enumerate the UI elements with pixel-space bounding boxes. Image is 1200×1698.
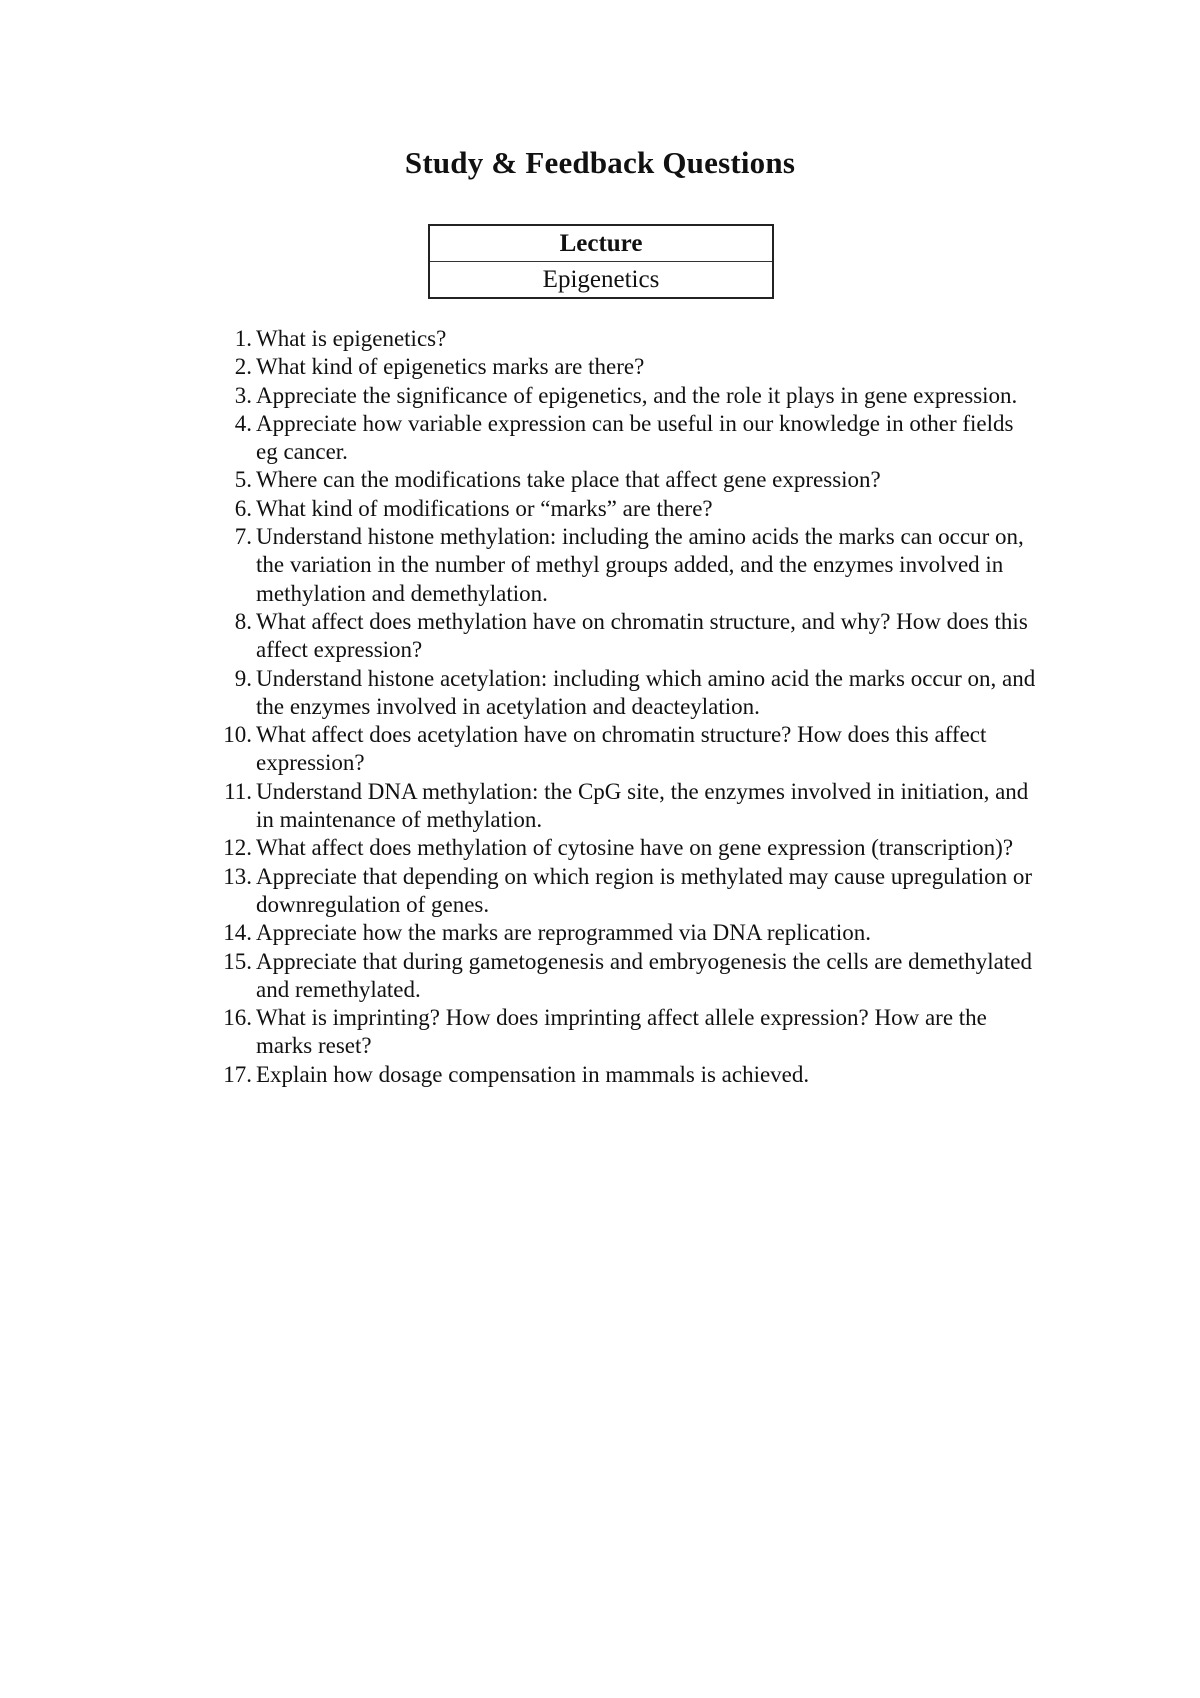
question-text: Appreciate the significance of epigenetics, and the role it plays in gene expression. (256, 382, 1018, 408)
question-item (210, 778, 1040, 835)
question-text: Appreciate how variable expression can be useful in our knowledge in other fields eg cancer. (256, 410, 1014, 465)
lecture-value-cell: Epigenetics (429, 262, 773, 299)
question-number: 8. (234, 608, 252, 634)
question-item (210, 523, 1040, 608)
question-item (210, 919, 1040, 947)
question-text: What kind of modifications or “marks” are there? (256, 495, 713, 521)
question-item (210, 353, 1040, 381)
question-text: Appreciate how the marks are reprogrammed via DNA replication. (256, 920, 872, 946)
question-text: What affect does methylation have on chromatin structure, and why? How does this affect expression? (256, 608, 1028, 663)
question-number: 5. (234, 467, 252, 493)
question-number: 1. (234, 326, 252, 351)
question-number: 11. (224, 778, 252, 804)
question-number: 15. (223, 948, 252, 974)
question-item (210, 410, 1040, 467)
question-number: 3. (234, 382, 252, 408)
question-number: 16. (223, 1005, 252, 1031)
question-item (210, 948, 1040, 1005)
lecture-table (428, 224, 774, 299)
question-item (210, 863, 1040, 920)
lecture-table-value-row (429, 262, 773, 299)
lecture-header-cell: Lecture (429, 225, 773, 262)
lecture-table-header-row (429, 225, 773, 262)
question-item (210, 495, 1040, 523)
question-text: Appreciate that during gametogenesis and embryogenesis the cells are demethylated and remethylated. (256, 948, 1032, 1002)
question-number: 9. (234, 665, 252, 691)
question-item (210, 834, 1040, 862)
question-item (210, 608, 1040, 665)
question-number: 7. (234, 524, 252, 550)
question-text: Understand histone acetylation: including which amino acid the marks occur on, and the enzymes involved in acetylation and deacteylation. (256, 665, 1036, 719)
question-number: 10. (223, 722, 252, 748)
question-item (210, 665, 1040, 722)
question-text: What kind of epigenetics marks are there? (256, 354, 645, 380)
question-item (210, 382, 1040, 410)
question-text: What affect does acetylation have on chromatin structure? How does this affect expression? (256, 722, 987, 776)
page-title: Study & Feedback Questions (404, 145, 796, 180)
question-number: 17. (223, 1061, 252, 1087)
question-text: What is imprinting? How does imprinting affect allele expression? How are the marks reset? (256, 1005, 987, 1059)
question-item (210, 721, 1040, 778)
question-text: Where can the modifications take place that affect gene expression? (256, 467, 881, 493)
question-number: 4. (234, 410, 252, 436)
question-item (210, 325, 1040, 353)
question-number: 2. (234, 354, 252, 380)
question-number: 12. (223, 835, 252, 861)
question-item (210, 1004, 1040, 1061)
question-item (210, 466, 1040, 494)
question-text: What is epigenetics? (256, 326, 447, 351)
question-text: Appreciate that depending on which region is methylated may cause upregulation or downregulation of genes. (256, 863, 1033, 917)
question-text: What affect does methylation of cytosine have on gene expression (transcription)? (256, 835, 1014, 861)
question-number: 13. (223, 863, 252, 889)
question-list (210, 325, 1040, 1089)
question-text: Understand DNA methylation: the CpG site, the enzymes involved in initiation, and in maintenance of methylation. (256, 778, 1029, 833)
question-text: Understand histone methylation: including the amino acids the marks can occur on, the variation in the number of methyl groups added, and the enzymes involved in methylation and demethylation. (256, 524, 1024, 606)
question-item (210, 1061, 1040, 1089)
question-text: Explain how dosage compensation in mammals is achieved. (256, 1061, 810, 1087)
question-number: 14. (223, 920, 252, 946)
question-number: 6. (234, 495, 252, 521)
